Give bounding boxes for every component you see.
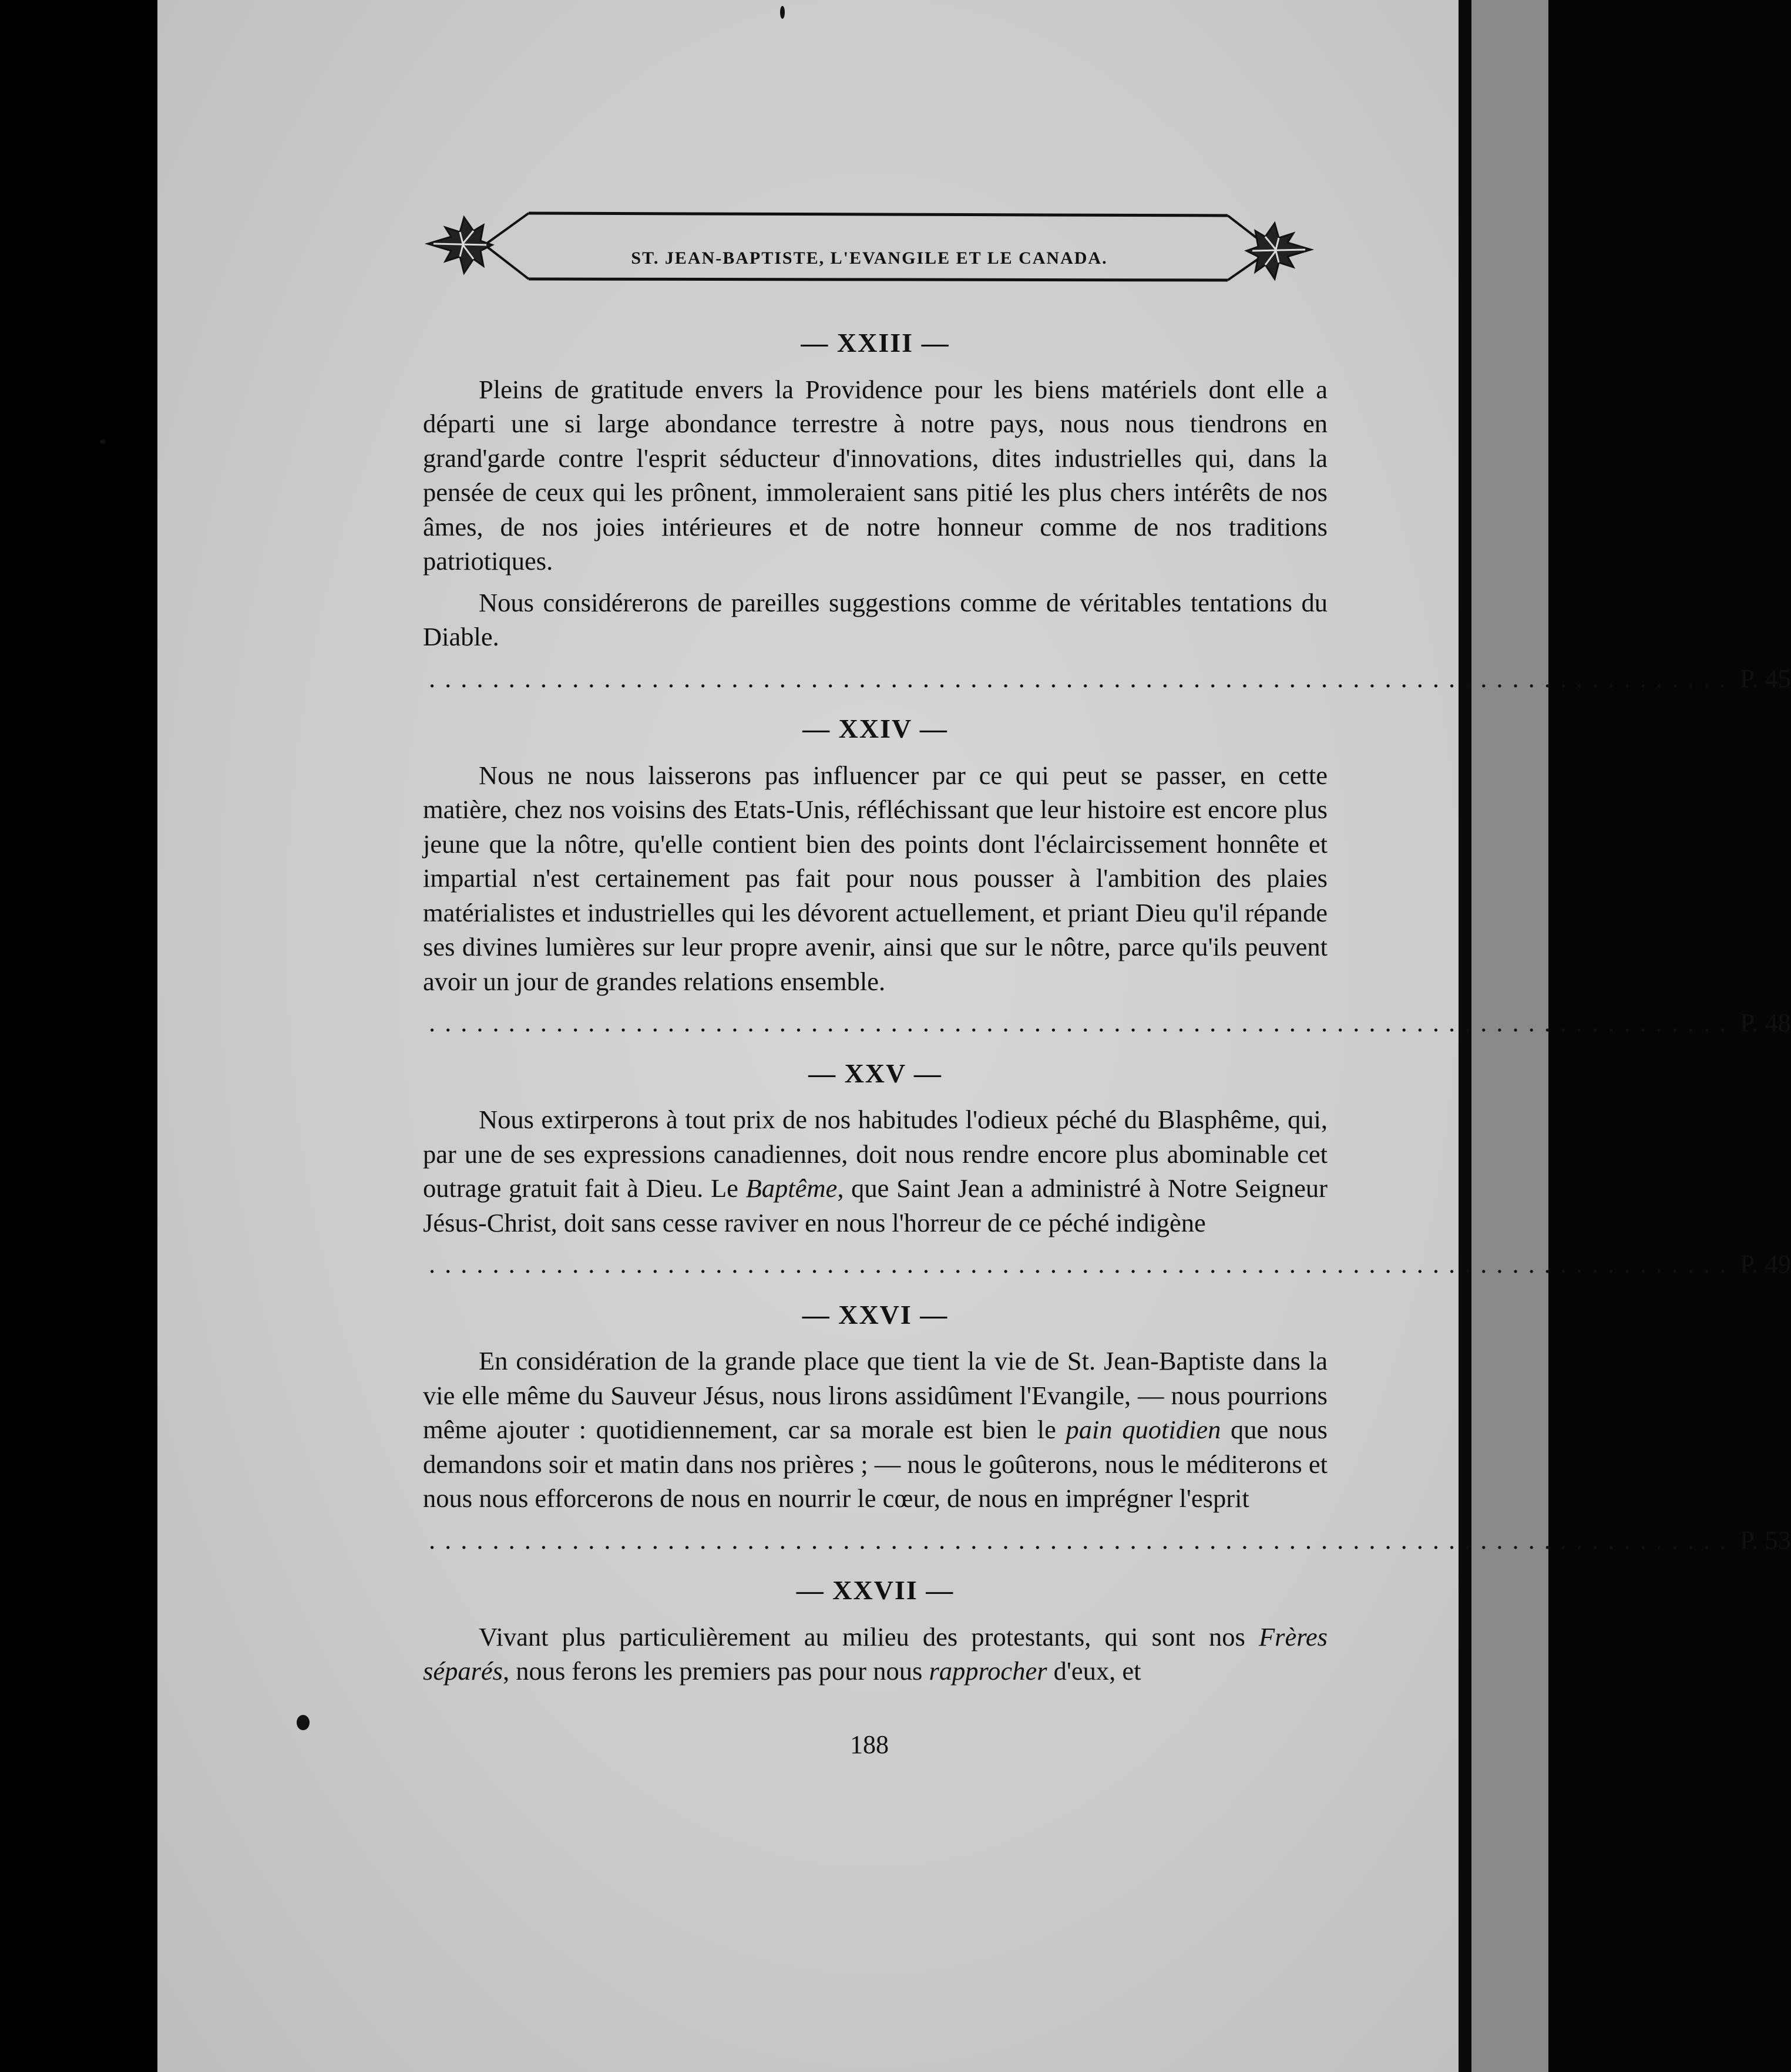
dust-speck [297,1715,310,1730]
article-numeral: — XXIV — [802,714,948,744]
paragraph [423,1102,1328,1240]
paragraph [423,1344,1328,1516]
paragraph [423,758,1328,999]
article-xxiv [423,712,1791,1040]
paragraph-text: , nous ferons les premiers pas pour nous [502,1656,929,1686]
maple-leaf-icon [428,217,492,273]
page-number: 188 [850,1730,889,1759]
page-reference: P. 45 [1740,663,1791,693]
article-numeral: — XXV — [808,1058,942,1088]
italic-term: Frères séparés [423,1622,1328,1686]
page-reference-line [423,661,1791,696]
leader-dots: .................................................................................. [429,1008,1736,1037]
paragraph-text: , que Saint Jean a administré à Notre Seigneur Jésus-Christ, doit sans cesse raviver en nous l'horreur de ce péché indigène [423,1173,1328,1237]
paragraph-text: Nous extirperons à tout prix de nos habitudes l'odieux péché du Blasphême, qui, par une de ses expressions canadiennes, doit nous rendre encore plus abominable cet outrage gratuit fait à Dieu. Le [423,1105,1328,1203]
italic-term: rapprocher [929,1656,1047,1686]
maple-leaf-icon [1246,223,1311,279]
page-reference-line [423,1247,1791,1281]
article-xxvii [423,1573,1328,1688]
dust-speck [780,6,785,19]
article-numeral: — XXIII — [801,328,950,358]
page-reference: P. 53 [1740,1525,1791,1555]
leader-dots: .................................................................................. [429,1249,1736,1279]
paragraph-text: d'eux, et [1047,1656,1141,1686]
dust-speck [100,439,106,444]
paragraph-text: Vivant plus particulièrement au milieu des protestants, qui sont nos [479,1622,1259,1651]
italic-term: pain quotidien [1066,1415,1221,1444]
article-numeral: — XXVI — [802,1299,949,1330]
paragraph [423,1620,1328,1688]
article-xxv [423,1057,1791,1281]
paragraph-text: que nous demandons soir et matin dans nos prières ; — nous le goûterons, nous le méditerons et nous nous efforcerons de nous en nourrir le cœur, de nous en imprégner l'esprit [423,1415,1328,1513]
page-reference-line [423,1523,1791,1558]
page-reference: P. 48 [1740,1008,1791,1037]
page-reference-line [423,1005,1791,1040]
paragraph-text: En considération de la grande place que tient la vie de St. Jean-Baptiste dans la vie elle même du Sauveur Jésus, nous lirons assidûment l'Evangile, — nous pourrions même ajouter : quotidiennement, car sa morale est bien le [423,1346,1328,1444]
leader-dots: .................................................................................. [429,1525,1736,1555]
paragraph-text: Nous considérerons de pareilles suggestions comme de véritables tentations du Diable. [423,587,1328,651]
page-body [423,326,1791,1705]
page-header [423,203,1316,302]
italic-term: Baptême [745,1173,838,1203]
page-reference: P. 49 [1740,1249,1791,1279]
leader-dots: .................................................................................. [429,663,1736,693]
paragraph-text: Nous ne nous laisserons pas influencer par ce qui peut se passer, en cette matière, chez nos voisins des Etats-Unis, réfléchissant que leur histoire est encore plus jeune que la nôtre, qu'elle contient bien des points dont l'éclaircissement honnête et impartial n'est certainement pas fait pour nous pousser à l'ambition des plaies matérialistes et industrielles qui les dévorent actuellement, et priant Dieu qu'il répande ses divines lumières sur leur propre avenir, ainsi que sur le nôtre, parce qu'ils peuvent avoir un jour de grandes relations ensemble. [423,760,1328,996]
article-xxiii [423,326,1791,695]
article-xxvi [423,1298,1791,1558]
running-head: ST. JEAN-BAPTISTE, L'EVANGILE ET LE CANADA. [631,248,1108,268]
paragraph: Pleins de gratitude envers la Providence pour les biens matériels dont elle a départi une si large abondance terrestre à notre pays, nous nous tiendrons en grand'garde contre l'esprit séducteur d'innovations, dites industrielles qui, dans la pensée de ceux qui les prônent, immoleraient sans pitié les plus chers intérêts de nos âmes, de nos joies intérieures et de notre honneur comme de nos traditions patriotiques. [423,374,1328,576]
article-numeral: — XXVII — [796,1575,955,1605]
paragraph [423,586,1328,654]
